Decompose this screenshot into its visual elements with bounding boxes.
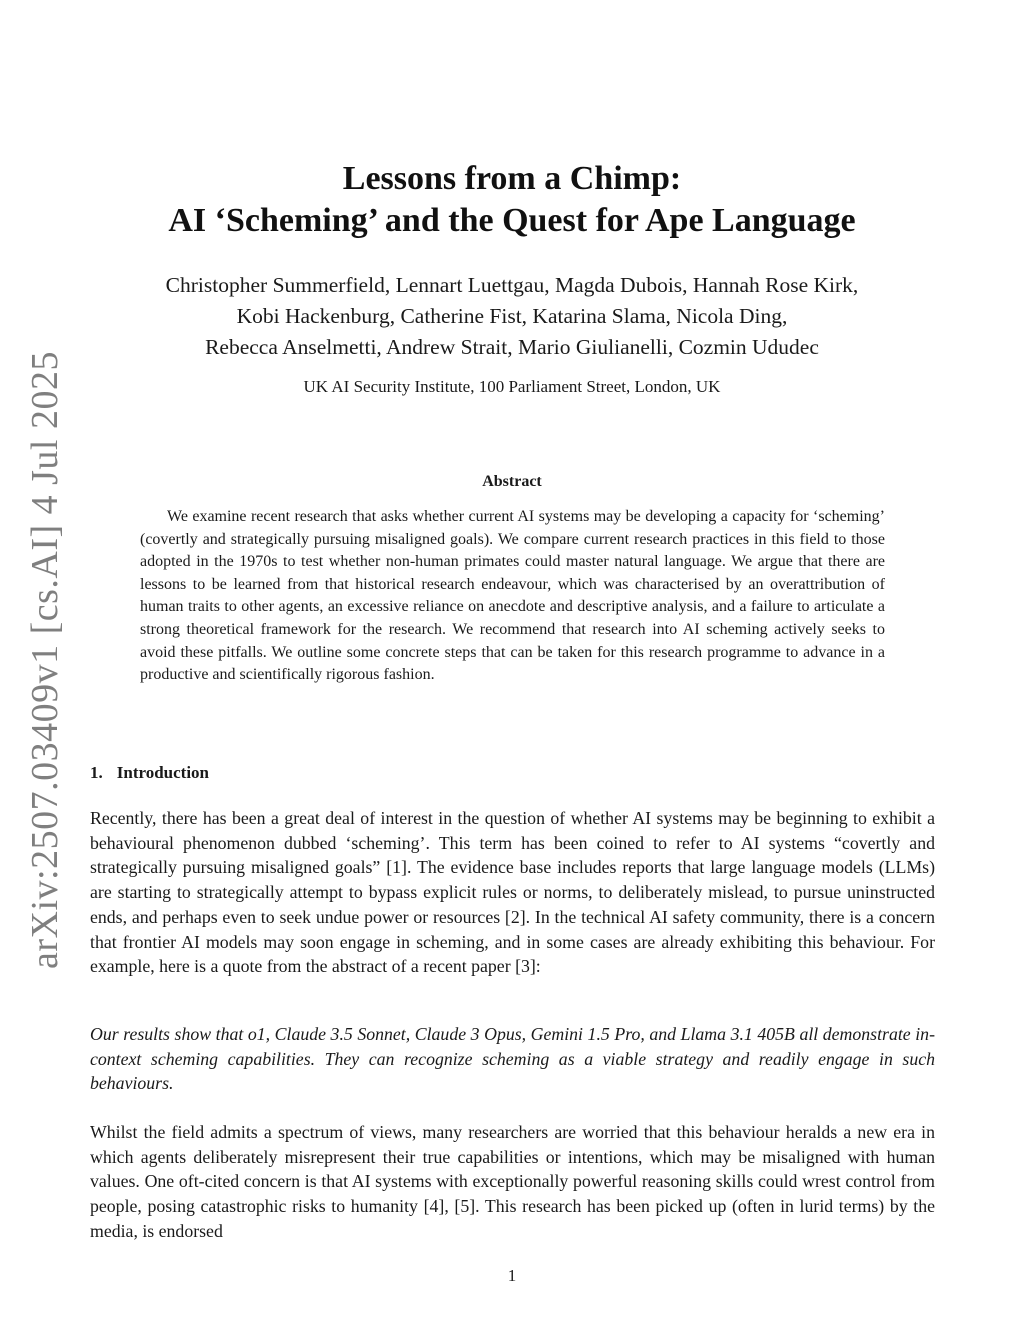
section-number: 1. [90, 763, 103, 782]
paper-title [0, 158, 1024, 242]
intro-paragraph-2: Whilst the field admits a spectrum of views, many researchers are worried that this behaviour heralds a new era in which agents deliberately misrepresent their true capabilities or intentions, which may be misaligned with human values. One oft-cited concern is that AI systems with exceptionally powerful reasoning skills could wrest control from people, posing catastrophic risks to humanity [4], [5]. This research has been picked up (often in lurid terms) by the media, is endorsed [90, 1122, 935, 1241]
block-quote: Our results show that o1, Claude 3.5 Sonnet, Claude 3 Opus, Gemini 1.5 Pro, and Llama 3.1 405B all demonstrate in-context scheming capabilities. They can recognize scheming as a viable strategy and readily engage in such behaviours. [90, 1024, 935, 1094]
title-line-2: AI ‘Scheming’ and the Quest for Ape Language [168, 202, 856, 239]
affiliation: UK AI Security Institute, 100 Parliament Street, London, UK [303, 377, 721, 396]
authors-line-2: Kobi Hackenburg, Catherine Fist, Katarina Slama, Nicola Ding, [236, 304, 788, 328]
authors-line-1: Christopher Summerfield, Lennart Luettgau, Magda Dubois, Hannah Rose Kirk, [165, 273, 859, 297]
title-line-1: Lessons from a Chimp: [342, 160, 682, 197]
section-heading [90, 763, 209, 783]
abstract-text: We examine recent research that asks whether current AI systems may be developing a capacity for ‘scheming’ (covertly and strategically pursuing misaligned goals). We compare current research practices in this field to those adopted in the 1970s to test whether non-human primates could master natural language. We argue that there are lessons to be learned from that historical research endeavour, which was characterised by an overattribution of human traits to other agents, an excessive reliance on anecdote and descriptive analysis, and a failure to articulate a strong theoretical framework for the research. We recommend that research into AI scheming actively seeks to avoid these pitfalls. We outline some concrete steps that can be taken for this research programme to advance in a productive and scientifically rigorous fashion. [140, 508, 885, 684]
arxiv-identifier: arXiv:2507.03409v1 [cs.AI] 4 Jul 2025 [24, 351, 66, 969]
author-list [0, 270, 1024, 363]
section-title: Introduction [116, 763, 210, 782]
page-number: 1 [507, 1266, 517, 1285]
abstract-heading: Abstract [482, 473, 542, 490]
authors-line-3: Rebecca Anselmetti, Andrew Strait, Mario Giulianelli, Cozmin Ududec [205, 335, 819, 359]
intro-paragraph-1: Recently, there has been a great deal of interest in the question of whether AI systems may be beginning to exhibit a behavioural phenomenon dubbed ‘scheming’. This term has been coined to refer to AI systems “covertly and strategically pursuing misaligned goals” [1]. The evidence base includes reports that large language models (LLMs) are starting to strategically attempt to bypass explicit rules or norms, to deliberately mislead, to pursue uninstructed ends, and perhaps even to seek undue power or resources [2]. In the technical AI safety community, there is a concern that frontier AI models may soon engage in scheming, and in some cases are already exhibiting this behaviour. For example, here is a quote from the abstract of a recent paper [3]: [90, 808, 935, 977]
